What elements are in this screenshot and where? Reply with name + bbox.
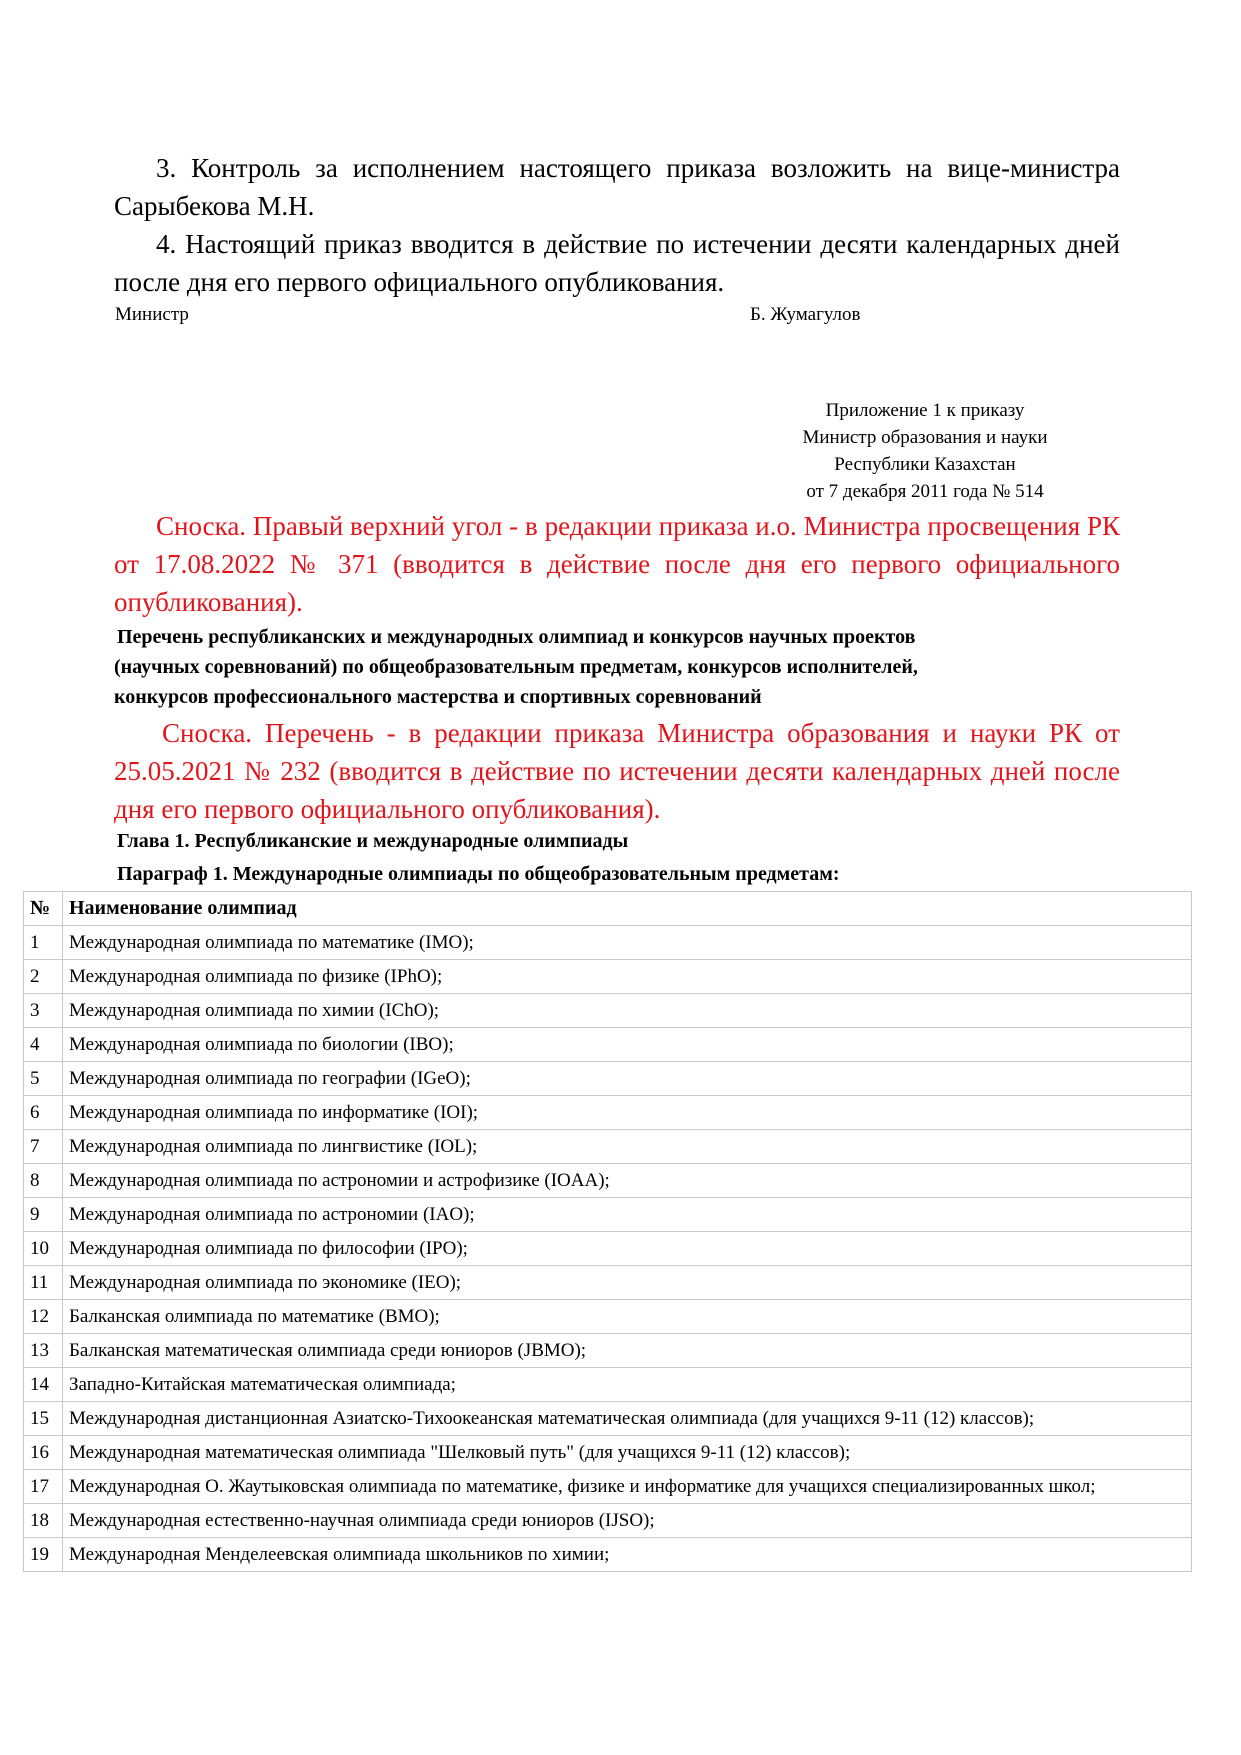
header-number: № bbox=[24, 892, 63, 926]
row-number: 1 bbox=[24, 926, 63, 960]
table-row bbox=[24, 1334, 1192, 1368]
table-row bbox=[24, 1232, 1192, 1266]
olympiad-name: Балканская математическая олимпиада среди юниоров (JBMO); bbox=[63, 1334, 1192, 1368]
table-row bbox=[24, 1266, 1192, 1300]
row-number: 13 bbox=[24, 1334, 63, 1368]
header-name: Наименование олимпиад bbox=[63, 892, 1192, 926]
olympiad-name: Международная олимпиада по лингвистике (IOL); bbox=[63, 1130, 1192, 1164]
appendix-block bbox=[760, 397, 1090, 505]
olympiad-name: Международная О. Жаутыковская олимпиада по математике, физике и информатике для учащихся специализированных школ; bbox=[63, 1470, 1192, 1504]
olympiad-name: Международная Менделеевская олимпиада школьников по химии; bbox=[63, 1538, 1192, 1572]
olympiad-name: Международная естественно-научная олимпиада среди юниоров (IJSO); bbox=[63, 1504, 1192, 1538]
footnote-corner: Сноска. Правый верхний угол - в редакции приказа и.о. Министра просвещения РК от 17.08.2022 № 371 (вводится в действие после дня его первого официального опубликования). bbox=[114, 511, 1120, 617]
row-number: 16 bbox=[24, 1436, 63, 1470]
row-number: 7 bbox=[24, 1130, 63, 1164]
paragraph-3: 3. Контроль за исполнением настоящего приказа возложить на вице-министра Сарыбекова М.Н. bbox=[114, 153, 1120, 221]
olympiad-name: Западно-Китайская математическая олимпиада; bbox=[63, 1368, 1192, 1402]
olympiad-name: Международная олимпиада по химии (IChO); bbox=[63, 994, 1192, 1028]
olympiad-name: Балканская олимпиада по математике (BMO); bbox=[63, 1300, 1192, 1334]
row-number: 6 bbox=[24, 1096, 63, 1130]
row-number: 8 bbox=[24, 1164, 63, 1198]
row-number: 2 bbox=[24, 960, 63, 994]
table-row bbox=[24, 1402, 1192, 1436]
table-row bbox=[24, 1062, 1192, 1096]
olympiad-name: Международная математическая олимпиада "Шелковый путь" (для учащихся 9-11 (12) классов); bbox=[63, 1436, 1192, 1470]
chapter-heading: Глава 1. Республиканские и международные олимпиады bbox=[117, 830, 629, 852]
table-row bbox=[24, 1436, 1192, 1470]
row-number: 15 bbox=[24, 1402, 63, 1436]
row-number: 9 bbox=[24, 1198, 63, 1232]
table-row bbox=[24, 1504, 1192, 1538]
appendix-line: Министр образования и науки bbox=[802, 427, 1048, 448]
list-title-line: Перечень республиканских и международных олимпиад и конкурсов научных проектов bbox=[117, 626, 916, 648]
olympiad-name: Международная дистанционная Азиатско-Тихоокеанская математическая олимпиада (для учащихся 9-11 (12) классов); bbox=[63, 1402, 1192, 1436]
table-row bbox=[24, 994, 1192, 1028]
list-title bbox=[114, 622, 1114, 712]
olympiad-name: Международная олимпиада по философии (IPO); bbox=[63, 1232, 1192, 1266]
row-number: 17 bbox=[24, 1470, 63, 1504]
signature-position: Министр bbox=[115, 304, 189, 325]
paragraph-4: 4. Настоящий приказ вводится в действие по истечении десяти календарных дней после дня его первого официального опубликования. bbox=[114, 229, 1120, 297]
table-body bbox=[24, 926, 1192, 1572]
row-number: 18 bbox=[24, 1504, 63, 1538]
olympiads-table bbox=[23, 891, 1192, 1572]
table-row bbox=[24, 960, 1192, 994]
table-row bbox=[24, 1198, 1192, 1232]
appendix-line: Приложение 1 к приказу bbox=[825, 400, 1025, 421]
paragraph-heading: Параграф 1. Международные олимпиады по общеобразовательным предметам: bbox=[117, 863, 840, 885]
row-number: 19 bbox=[24, 1538, 63, 1572]
list-title-line: (научных соревнований) по общеобразовательным предметам, конкурсов исполнителей, bbox=[114, 656, 918, 678]
row-number: 5 bbox=[24, 1062, 63, 1096]
table-row bbox=[24, 1164, 1192, 1198]
row-number: 12 bbox=[24, 1300, 63, 1334]
table-row bbox=[24, 1130, 1192, 1164]
row-number: 11 bbox=[24, 1266, 63, 1300]
table-row bbox=[24, 1368, 1192, 1402]
table-row bbox=[24, 1470, 1192, 1504]
footnote-list: Сноска. Перечень - в редакции приказа Министра образования и науки РК от 25.05.2021 № 232 (вводится в действие по истечении десяти календарных дней после дня его первого официального опубликования). bbox=[114, 718, 1120, 824]
row-number: 4 bbox=[24, 1028, 63, 1062]
table-header-row bbox=[24, 892, 1192, 926]
table-row bbox=[24, 926, 1192, 960]
row-number: 10 bbox=[24, 1232, 63, 1266]
signature-name: Б. Жумагулов bbox=[750, 304, 861, 325]
appendix-line: от 7 декабря 2011 года № 514 bbox=[806, 481, 1044, 502]
list-title-line: конкурсов профессионального мастерства и спортивных соревнований bbox=[114, 686, 762, 708]
appendix-line: Республики Казахстан bbox=[834, 454, 1016, 475]
olympiad-name: Международная олимпиада по физике (IPhO); bbox=[63, 960, 1192, 994]
row-number: 3 bbox=[24, 994, 63, 1028]
olympiad-name: Международная олимпиада по информатике (IOI); bbox=[63, 1096, 1192, 1130]
table-row bbox=[24, 1096, 1192, 1130]
table-row bbox=[24, 1028, 1192, 1062]
row-number: 14 bbox=[24, 1368, 63, 1402]
olympiad-name: Международная олимпиада по астрономии и астрофизике (IOAA); bbox=[63, 1164, 1192, 1198]
table-row bbox=[24, 1300, 1192, 1334]
olympiad-name: Международная олимпиада по биологии (IBO); bbox=[63, 1028, 1192, 1062]
olympiad-name: Международная олимпиада по астрономии (IAO); bbox=[63, 1198, 1192, 1232]
olympiad-name: Международная олимпиада по экономике (IEO); bbox=[63, 1266, 1192, 1300]
olympiad-name: Международная олимпиада по географии (IGeO); bbox=[63, 1062, 1192, 1096]
table-row bbox=[24, 1538, 1192, 1572]
olympiad-name: Международная олимпиада по математике (IMO); bbox=[63, 926, 1192, 960]
